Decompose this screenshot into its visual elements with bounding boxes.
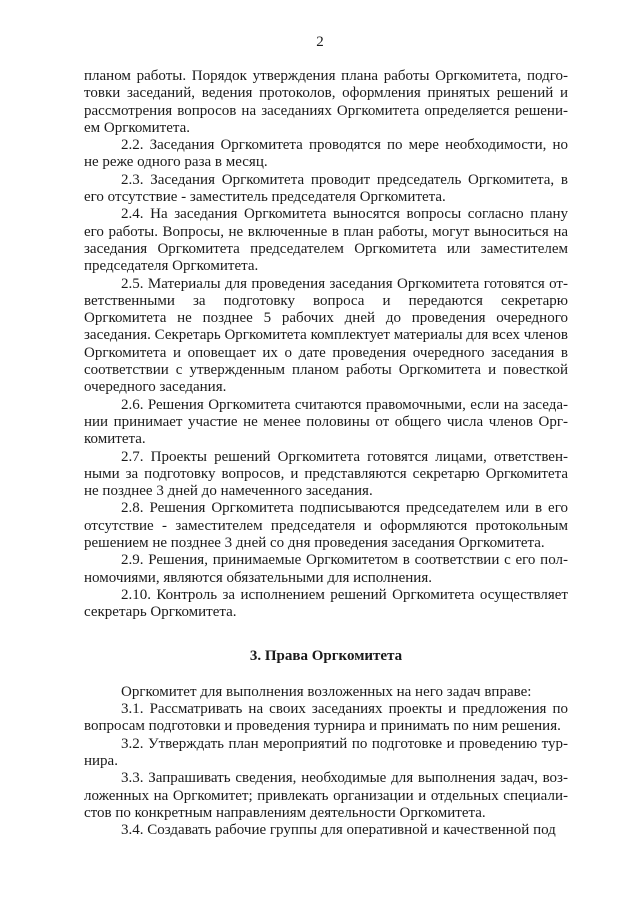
page-number: 2	[316, 34, 324, 50]
paragraph-continuation: планом работы. Порядок утверждения плана работы Оргкомитета, подготовки заседаний, ведения протоколов, оформления принятых решений и рассмотрения вопросов на заседаниях Оргкомитета определяется решением Оргкомитета.	[84, 68, 568, 136]
paragraph-2-10: 2.10. Контроль за исполнением решений Оргкомитета осуществляет секретарь Оргкомитета.	[84, 586, 568, 621]
section-heading: 3. Права Оргкомитета	[249, 647, 403, 664]
paragraph-3-1: 3.1. Рассматривать на своих заседаниях проекты и предложения по вопросам подготовки и проведения турнира и принимать по ним решения.	[84, 701, 568, 735]
paragraph-3-3: 3.3. Запрашивать сведения, необходимые для выполнения задач, возложенных на Оргкомитет; привлекать организации и отдельных специалистов по конкретным направлениям деятельности Оргкомитета.	[84, 770, 568, 821]
paragraph-2-9: 2.9. Решения, принимаемые Оргкомитетом в соответствии с его полномочиями, являются обязательными для исполнения.	[84, 552, 568, 586]
heading-spacer-top	[84, 622, 568, 648]
paragraph-3-2: 3.2. Утверждать план мероприятий по подготовке и проведению турнира.	[84, 735, 568, 769]
paragraph-2-6: 2.6. Решения Оргкомитета считаются правомочными, если на заседании принимает участие не менее половины от общего числа членов Оргкомитета.	[84, 396, 568, 448]
paragraph-2-4: 2.4. На заседания Оргкомитета выносятся вопросы согласно плану его работы. Вопросы, не включенные в план работы, могут выноситься на заседания Оргкомитета председателем Оргкомитета или заместителем председателя Оргкомитета.	[84, 206, 568, 275]
paragraph-2-5: 2.5. Материалы для проведения заседания Оргкомитета готовятся ответственными за подготовку вопроса и передаются секретарю Оргкомитета не позднее 5 рабочих дней до проведения очередного заседания. Секретарь Оргкомитета комплектует материалы для всех членов Оргкомитета и оповещает их о дате проведения очередного заседания в соответствии с утвержденным планом работы Оргкомитета и повесткой очередного заседания.	[84, 275, 568, 396]
paragraph-2-7: 2.7. Проекты решений Оргкомитета готовятся лицами, ответственными за подготовку вопросов, и представляются секретарю Оргкомитета не позднее 3 дней до намеченного заседания.	[84, 448, 568, 500]
paragraph-2-3: 2.3. Заседания Оргкомитета проводит председатель Оргкомитета, в его отсутствие - заместитель председателя Оргкомитета.	[84, 171, 568, 206]
paragraph-3-4: 3.4. Создавать рабочие группы для оперативной и качественной под	[121, 822, 556, 839]
document-body	[84, 68, 568, 839]
paragraph-2-2: 2.2. Заседания Оргкомитета проводятся по мере необходимости, но не реже одного раза в месяц.	[84, 137, 568, 171]
heading-spacer-bottom	[84, 665, 568, 684]
paragraph-section-3-intro: Оргкомитет для выполнения возложенных на него задач вправе:	[121, 683, 532, 700]
paragraph-2-8: 2.8. Решения Оргкомитета подписываются председателем или в его отсутствие - заместителем председателя и оформляются протокольным решением не позднее 3 дней со дня проведения заседания Оргкомитета.	[84, 500, 568, 552]
